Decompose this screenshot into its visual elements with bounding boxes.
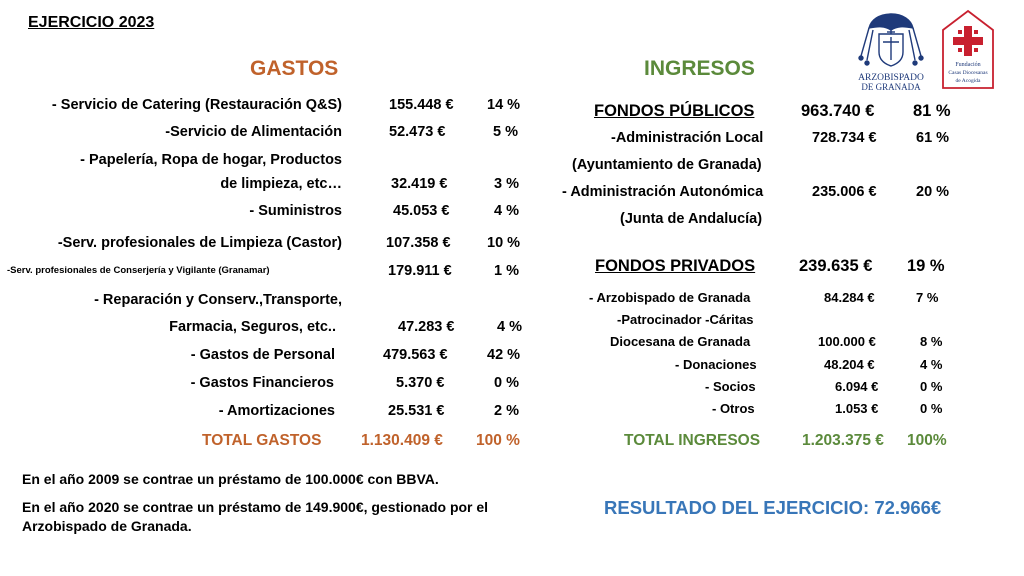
- ingresos-row-label: - Otros: [712, 401, 755, 416]
- ingresos-row-amount: 6.094 €: [835, 379, 879, 394]
- gastos-row-pct: 3 %: [494, 176, 519, 192]
- gastos-total-label: TOTAL GASTOS: [202, 432, 322, 449]
- gastos-row-pct: 5 %: [493, 124, 518, 140]
- fondos-publicos-label: FONDOS PÚBLICOS: [594, 102, 755, 120]
- gastos-row-amount: 179.911 €: [388, 263, 452, 279]
- ingresos-row-label-cont: Diocesana de Granada: [610, 334, 751, 349]
- fondos-publicos-amount: 963.740 €: [801, 102, 875, 120]
- gastos-row-pct: 14 %: [487, 97, 521, 113]
- ingresos-row-pct: 0 %: [920, 379, 943, 394]
- ingresos-row-pct: 0 %: [920, 401, 943, 416]
- gastos-row-pct: 42 %: [487, 347, 521, 363]
- ingresos-row-label: - Donaciones: [675, 357, 757, 372]
- gastos-total-amount: 1.130.409 €: [361, 432, 443, 449]
- loan-note-2009: En el año 2009 se contrae un préstamo de 100.000€ con BBVA.: [22, 471, 439, 487]
- ingresos-total-amount: 1.203.375 €: [802, 432, 884, 449]
- ingresos-total-pct: 100%: [907, 432, 947, 449]
- gastos-row-label: - Gastos de Personal: [190, 347, 335, 363]
- arzobispado-logo-text2: DE GRANADA: [861, 82, 921, 92]
- gastos-row-label-cont: de limpieza, etc…: [220, 176, 342, 192]
- ingresos-row-label: - Arzobispado de Granada: [589, 290, 751, 305]
- ingresos-row-amount: 728.734 €: [812, 130, 877, 146]
- ingresos-total-label: TOTAL INGRESOS: [624, 432, 761, 449]
- ingresos-row-label: - Administración Autonómica: [562, 184, 764, 200]
- gastos-row-pct: 4 %: [497, 319, 522, 335]
- resultado-ejercicio: RESULTADO DEL EJERCICIO: 72.966€: [604, 497, 942, 518]
- ingresos-row-amount: 48.204 €: [824, 357, 875, 372]
- gastos-row-pct: 4 %: [494, 203, 519, 219]
- gastos-row-label: -Serv. profesionales de Conserjería y Vigilante (Granamar): [7, 265, 270, 276]
- gastos-row-amount: 107.358 €: [386, 235, 451, 251]
- ingresos-row-amount: 235.006 €: [812, 184, 877, 200]
- arzobispado-logo: [849, 8, 933, 92]
- ingresos-row-amount: 100.000 €: [818, 334, 876, 349]
- ingresos-row-label: -Administración Local: [611, 130, 764, 146]
- ingresos-row-pct: 7 %: [916, 290, 939, 305]
- fundacion-logo-text2: Casas Diocesanas: [948, 70, 988, 76]
- ingresos-row-label-cont: (Ayuntamiento de Granada): [572, 157, 762, 173]
- gastos-row-label: - Servicio de Catering (Restauración Q&S): [51, 97, 342, 113]
- gastos-row-label: - Gastos Financieros: [190, 375, 334, 391]
- gastos-row-amount: 52.473 €: [389, 124, 446, 140]
- fondos-privados-pct: 19 %: [907, 257, 945, 275]
- gastos-row-label: - Reparación y Conserv.,Transporte,: [94, 292, 342, 308]
- ingresos-row-pct: 4 %: [920, 357, 943, 372]
- gastos-row-amount: 479.563 €: [383, 347, 448, 363]
- ingresos-row-pct: 20 %: [916, 184, 950, 200]
- ingresos-row-label: - Socios: [705, 379, 756, 394]
- gastos-row-amount: 155.448 €: [389, 97, 454, 113]
- gastos-row-amount: 25.531 €: [388, 403, 445, 419]
- ingresos-row-amount: 84.284 €: [824, 290, 875, 305]
- gastos-row-pct: 1 %: [494, 263, 519, 279]
- gastos-row-pct: 0 %: [494, 375, 519, 391]
- ingresos-row-label: -Patrocinador -Cáritas: [617, 312, 754, 327]
- ingresos-row-pct: 8 %: [920, 334, 943, 349]
- page-title: EJERCICIO 2023: [28, 14, 155, 31]
- house-cross-icon: [939, 8, 997, 92]
- gastos-row-label-cont: Farmacia, Seguros, etc..: [169, 319, 336, 335]
- gastos-row-amount: 47.283 €: [398, 319, 455, 335]
- gastos-row-pct: 2 %: [494, 403, 519, 419]
- gastos-row-amount: 32.419 €: [391, 176, 448, 192]
- gastos-row-label: - Suministros: [249, 203, 342, 219]
- loan-note-2020: En el año 2020 se contrae un préstamo de 149.900€, gestionado por el: [22, 499, 489, 515]
- fundacion-logo: [939, 8, 997, 92]
- ingresos-row-pct: 61 %: [916, 130, 950, 146]
- ingresos-title: INGRESOS: [644, 57, 755, 80]
- gastos-row-label: - Amortizaciones: [218, 403, 335, 419]
- fundacion-logo-text1: Fundación: [955, 62, 981, 68]
- fondos-privados-amount: 239.635 €: [799, 257, 873, 275]
- fundacion-logo-text3: de Acogida: [955, 78, 981, 84]
- ingresos-row-amount: 1.053 €: [835, 401, 879, 416]
- gastos-row-label: -Serv. profesionales de Limpieza (Castor): [57, 235, 342, 251]
- coat-of-arms-icon: [849, 8, 933, 92]
- gastos-total-pct: 100 %: [476, 432, 520, 449]
- loan-note-2020-cont: Arzobispado de Granada.: [22, 518, 192, 534]
- fondos-privados-label: FONDOS PRIVADOS: [595, 257, 756, 275]
- fondos-publicos-pct: 81 %: [913, 102, 951, 120]
- gastos-title: GASTOS: [250, 57, 339, 80]
- gastos-row-amount: 5.370 €: [396, 375, 445, 391]
- gastos-row-label: - Papelería, Ropa de hogar, Productos: [80, 152, 342, 168]
- arzobispado-logo-text1: ARZOBISPADO: [858, 73, 924, 83]
- gastos-row-amount: 45.053 €: [393, 203, 450, 219]
- ingresos-row-label-cont: (Junta de Andalucía): [620, 211, 763, 227]
- gastos-row-pct: 10 %: [487, 235, 521, 251]
- gastos-row-label: -Servicio de Alimentación: [165, 124, 342, 140]
